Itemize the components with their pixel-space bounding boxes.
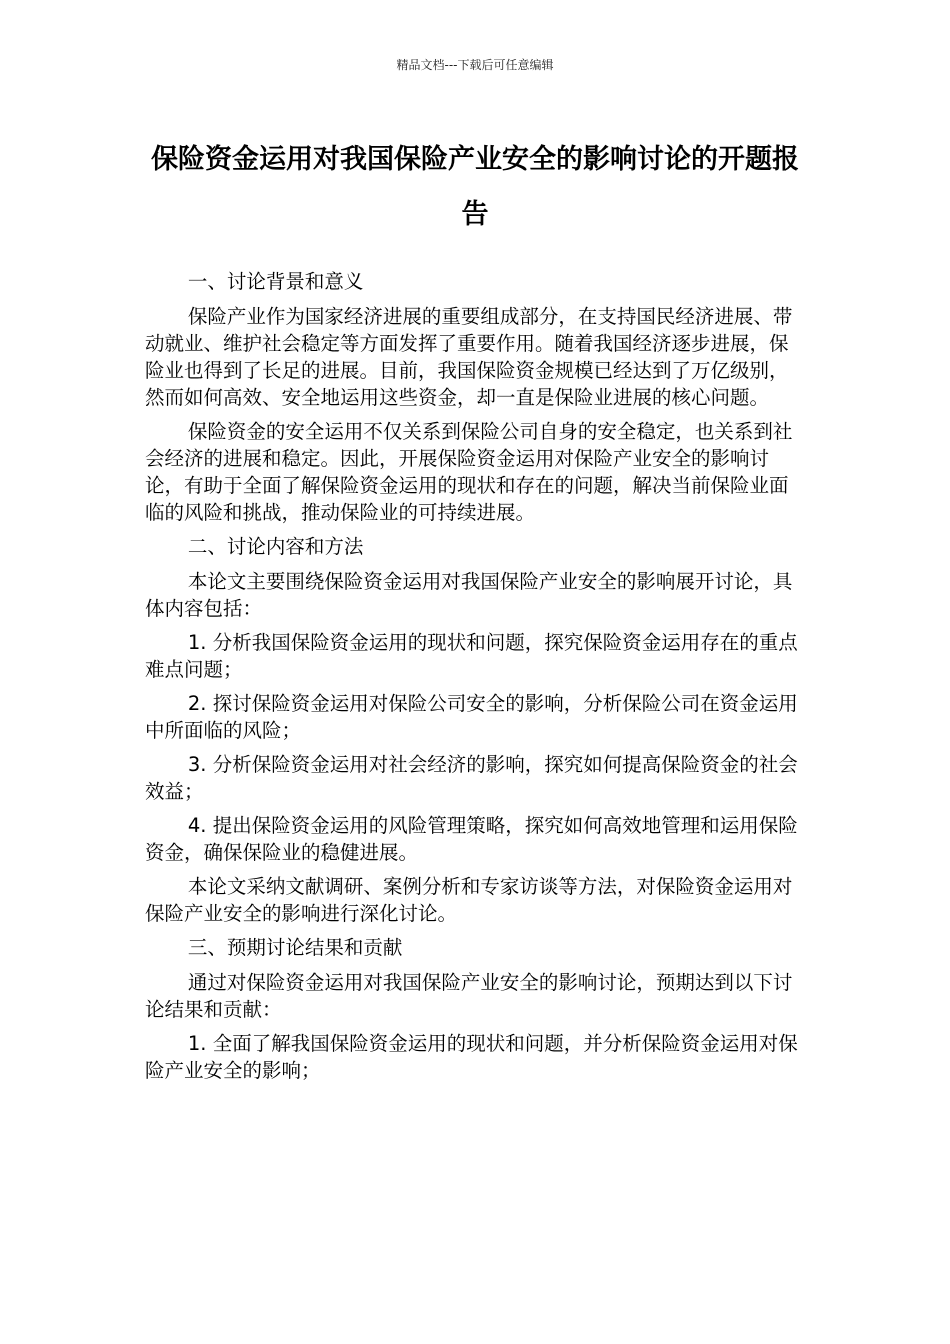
list-item: 1. 全面了解我国保险资金运用的现状和问题，并分析保险资金运用对保险产业安全的影响；: [145, 1032, 798, 1082]
section-heading-background: 一、讨论背景和意义: [187, 270, 364, 293]
paragraph: 保险产业作为国家经济进展的重要组成部分，在支持国民经济进展、带动就业、维护社会稳定等方面发挥了重要作用。随着我国经济逐步进展，保险业也得到了长足的进展。目前，我国保险资金规模已经达到了万亿级别，然而如何高效、安全地运用这些资金，却一直是保险业进展的核心问题。: [145, 305, 793, 409]
document-title: 保险资金运用对我国保险产业安全的影响讨论的开题报告: [151, 144, 799, 230]
list-item: 3. 分析保险资金运用对社会经济的影响，探究如何提高保险资金的社会效益；: [145, 753, 798, 803]
list-item: 1. 分析我国保险资金运用的现状和问题，探究保险资金运用存在的重点难点问题；: [145, 631, 798, 681]
paragraph: 本论文采纳文献调研、案例分析和专家访谈等方法，对保险资金运用对保险产业安全的影响进行深化讨论。: [145, 875, 793, 925]
document-body: [145, 268, 800, 1091]
list-item: 2. 探讨保险资金运用对保险公司安全的影响，分析保险公司在资金运用中所面临的风险；: [145, 692, 798, 742]
paragraph: 保险资金的安全运用不仅关系到保险公司自身的安全稳定，也关系到社会经济的进展和稳定。因此，开展保险资金运用对保险产业安全的影响讨论，有助于全面了解保险资金运用的现状和存在的问题，解决当前保险业面临的风险和挑战，推动保险业的可持续进展。: [145, 420, 793, 524]
section-heading-content-methods: 二、讨论内容和方法: [187, 535, 364, 558]
list-item: 4. 提出保险资金运用的风险管理策略，探究如何高效地管理和运用保险资金，确保保险业的稳健进展。: [145, 814, 798, 864]
paragraph: 通过对保险资金运用对我国保险产业安全的影响讨论，预期达到以下讨论结果和贡献：: [145, 971, 793, 1021]
section-heading-expected-results: 三、预期讨论结果和贡献: [187, 936, 403, 959]
paragraph: 本论文主要围绕保险资金运用对我国保险产业安全的影响展开讨论，具体内容包括：: [145, 570, 793, 620]
header-note: 精品文档---下载后可任意编辑: [396, 58, 554, 72]
